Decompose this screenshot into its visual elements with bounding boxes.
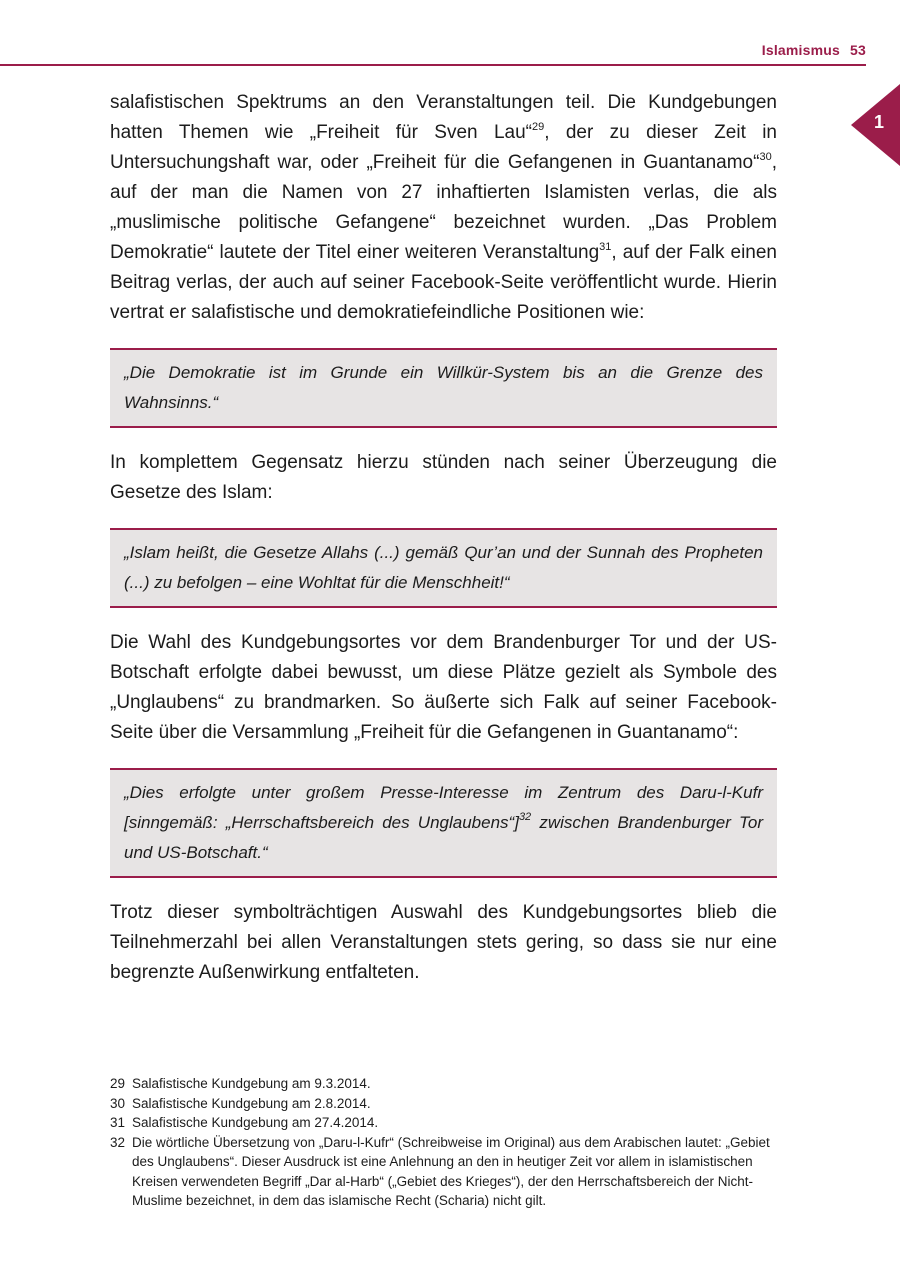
footnote-number: 32 [110,1134,126,1150]
header-rule [0,64,866,66]
paragraph-1-part-a: salafistischen Spektrums an den Veranstaltungen teil. Die Kundgebungen hatten Themen wie „Freiheit für Sven Lau“ [110,92,777,143]
footnote-ref-29: 29 [531,120,545,133]
quote-block-1: „Die Demokratie ist im Grunde ein Willkür-System bis an die Grenze des Wahnsinns.“ [110,348,777,428]
footnotes [110,1074,777,1211]
footnote-number: 31 [110,1115,126,1130]
paragraph-1-part-b: , der zu dieser Zeit in Untersuchungshaft war, oder „Freiheit für die Gefangenen in Guantanamo“ [110,122,777,173]
footnote-number: 29 [110,1076,126,1091]
quote-block-3 [110,768,777,878]
footnote-number: 30 [110,1095,126,1111]
header-text [762,42,866,58]
paragraph-1-part-c: , auf der man die Namen von 27 inhaftierten Islamisten verlas, die als „muslimische politische Gefangene“ bezeichnet wurden. „Das Problem Demokratie“ lautete der Titel einer weiteren Veranstaltung [110,152,777,263]
paragraph-3: Die Wahl des Kundgebungsortes vor dem Brandenburger Tor und der US-Botschaft erfolgte dabei bewusst, um diese Plätze gezielt als Symbole des „Unglaubens“ zu brandmarken. So äußerte sich Falk auf seiner Facebook-Seite über die Versammlung „Freiheit für die Gefangenen in Guantanamo“: [110,632,777,743]
footnote-text: Salafistische Kundgebung am 9.3.2014. [132,1076,371,1091]
footnote-ref-30: 30 [759,150,772,163]
paragraph-1-part-d: , auf der Falk einen Beitrag verlas, der auch auf seiner Facebook-Seite veröffentlicht wurde. Hierin vertrat er salafistische und demokratiefeindliche Positionen wie: [110,242,778,323]
footnote-item [110,1074,777,1094]
paragraph-1 [110,88,777,328]
quote-3-part-a: „Dies erfolgte unter großem Presse-Interesse im Zentrum des Daru-l-Kufr [sinngemäß: „Herrschaftsbereich des Unglaubens“] [124,783,763,832]
main-text [110,88,777,988]
footnote-ref-32: 32 [518,811,532,824]
running-header [0,40,866,66]
quote-3-part-b: zwischen Brandenburger Tor und US-Botschaft.“ [124,813,763,862]
footnote-text: Salafistische Kundgebung am 27.4.2014. [132,1115,379,1130]
paragraph-2: In komplettem Gegensatz hierzu stünden nach seiner Überzeugung die Gesetze des Islam: [110,452,777,503]
footnote-item [110,1133,777,1211]
footnote-item [110,1094,777,1114]
footnote-item [110,1113,777,1133]
chapter-number: 1 [874,112,885,132]
paragraph-4: Trotz dieser symbolträchtigen Auswahl des Kundgebungsortes blieb die Teilnehmerzahl bei allen Veranstaltungen stets gering, so dass sie nur eine begrenzte Außenwirkung entfalteten. [110,902,777,983]
footnote-text: Die wörtliche Übersetzung von „Daru-l-Kufr“ (Schreibweise im Original) aus dem Arabischen lautet: „Gebiet des Unglaubens“. Dieser Ausdruck ist eine Anlehnung an den in heutiger Zeit vor allem in islamistischen Kreisen verwendeten Begriff „Dar al-Harb“ („Gebiet des Krieges“), der den Herrschaftsbereich der Nicht-Muslime bezeichnet, in dem das islamische Recht (Scharia) nicht gilt. [132,1134,770,1208]
footnote-ref-31: 31 [599,240,612,253]
page-number: 53 [850,42,866,58]
footnote-text: Salafistische Kundgebung am 2.8.2014. [132,1095,371,1111]
header-title: Islamismus [761,42,841,58]
quote-block-2: „Islam heißt, die Gesetze Allahs (...) gemäß Qur’an und der Sunnah des Propheten (...) zu befolgen – eine Wohltat für die Menschheit!“ [110,528,777,608]
